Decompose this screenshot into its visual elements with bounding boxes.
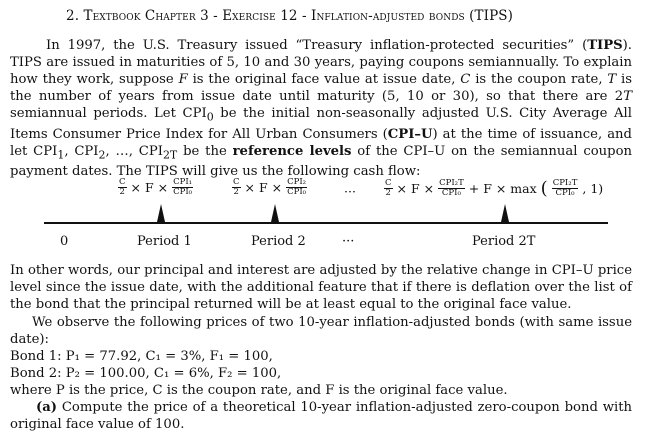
cashflow-period-1: $\frac{C}{2}$ × F × $\frac{\text{CPI₁}}{\text{CPI₀}}$ (119, 177, 193, 197)
question-a-text: Compute the price of a theoretical 10-year inflation-adjusted zero-coupon bond with original face value of 100. (10, 400, 632, 432)
intro-paragraph: In 1997, the U.S. Treasury issued “Treasury inflation-protected securities” (TIPS). TIPS are issued in maturities of 5, 10 and 30 years, paying coupons semiannually. To explain how they work, suppose F is the original face value at issue date, C is the coupon rate, T is the number of years from issue date until maturity (5, 10 or 30), so that there are 2T semiannual periods. Let $CPI_0$ be the initial non-seasonally adjusted U.S. City Average All Items Consumer Price Index for All Urban Consumers (CPI–U) at the time of issuance, and let $CPI_1$, $CPI_2$, …, $CPI_{2T}$ be the reference levels of the CPI–U on the semiannual coupon payment dates. The TIPS will give us the following cash flow: (10, 38, 633, 180)
cash-flow-diagram (0, 178, 662, 258)
timeline-start-label: 0 (60, 234, 69, 249)
question-a-label: (a) (36, 400, 58, 415)
period-1-arrow (157, 204, 165, 222)
cashflow-period-2: $\frac{C}{2}$ × F × $\frac{\text{CPI₂}}{\text{CPI₀}}$ (233, 177, 307, 197)
cashflow-dots: ··· (344, 184, 356, 199)
bond-2-line: Bond 2: P₂ = 100.00, C₁ = 6%, F₂ = 100, (10, 366, 282, 381)
bond-1-line: Bond 1: P₁ = 77.92, C₁ = 3%, F₁ = 100, (10, 349, 273, 364)
timeline-axis (44, 222, 608, 224)
explanation-paragraph: In other words, our principal and interest are adjusted by the relative change in CPI–U price level since the issue date, with the additional feature that if there is deflation over the list of the bond that the principal returned will be at least equal to the original face value. (10, 263, 632, 312)
cashflow-period-2T: $\frac{C}{2}$ × F × $\frac{\text{CPI₂T}}{\text{CPI₀}}$ + F × max ( $\frac{\text{CPI₂T}}{\text{CPI₀}}$ , 1) (385, 178, 604, 199)
exercise-heading: 2. Textbook Chapter 3 - Exercise 12 - Inflation-adjusted bonds (TIPS) (66, 8, 513, 24)
period-2-arrow (271, 204, 279, 222)
timeline-dots-label: ··· (342, 234, 355, 249)
period-2T-arrow (501, 204, 509, 222)
timeline-period-2T-label: Period 2T (472, 234, 536, 249)
question-a (10, 399, 632, 433)
observation-paragraph: We observe the following prices of two 10-year inflation-adjusted bonds (with same issue date): (10, 315, 632, 347)
timeline-period-1-label: Period 1 (137, 234, 192, 249)
definition-line: where P is the price, C is the coupon rate, and F is the original face value. (10, 383, 508, 398)
timeline-period-2-label: Period 2 (251, 234, 306, 249)
